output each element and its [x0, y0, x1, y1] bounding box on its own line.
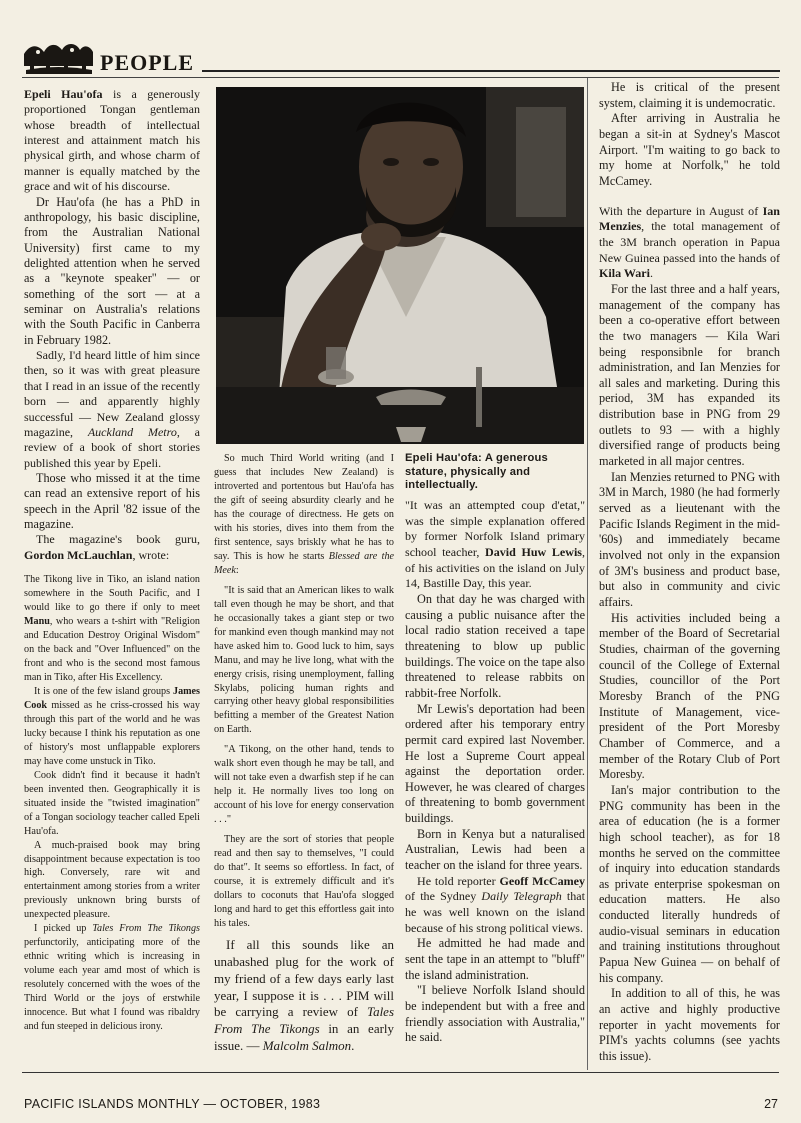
person-name: Epeli Hau'ofa: [24, 87, 103, 101]
paragraph-text: If all this sounds like an unabashed plug for the work of my friend of a few days early last year, I suppose it is . . . PIM will be carrying a review of: [214, 936, 394, 1020]
quote-paragraph: "It is said that an American likes to walk tall even though he may be short, and that he occasionally takes a giant step or two for mankind even though mankind may not have asked him to. Good luck to him, says Manu, and may he live long, what with the energy crisis, rising unemployment, falling Skylabs, policing human rights and carrying other heavy global responsibilities befitting a member of the Greatest Nation on Earth.: [214, 584, 394, 736]
paragraph-text: He told reporter: [417, 873, 500, 888]
quote-paragraph: [24, 922, 200, 1034]
paragraph: [405, 874, 585, 937]
header-rule: [202, 70, 780, 72]
paragraph-text: that he was well known on the island because of his strong political views.: [405, 889, 585, 935]
quote-paragraph: Cook didn't find it because it hadn't been invented then. Geographically it is situated inside the "twisted imagination" of a Tongan sociology teacher called Epeli Hau'ofa.: [24, 769, 200, 837]
book-title: Tales From The Tikongs: [92, 923, 200, 935]
quote-text: missed as he criss-crossed his way through this part of the world and he was lucky because I think his reputation as one of history's most unflappable explorers may have come unstuck in Tiko.: [24, 699, 200, 767]
paragraph: He admitted he had made and sent the tape in an attempt to "bluff" the island administration.: [405, 936, 585, 982]
person-name: James Cook: [24, 685, 200, 711]
top-divider: [22, 77, 779, 78]
quote-paragraph: [24, 573, 200, 685]
quote-text: The Tikong live in Tiko, an island nation somewhere in the South Pacific, and I would like to go there if only to meet: [24, 574, 200, 614]
paragraph: [214, 937, 394, 1055]
section-header: [22, 40, 779, 76]
column-divider: [587, 78, 588, 1070]
article-hauofa-column-1: [24, 87, 200, 1034]
paragraph: Mr Lewis's deportation had been ordered after his temporary entry permit card expired last November. He lost a Supreme Court appeal against the deportation order. However, he was cleared of charges of threatening to bomb government buildings.: [405, 701, 585, 826]
page-number: 27: [764, 1097, 778, 1111]
paragraph-text: , of his activities on the island on July 14, Bastille Day, this year.: [405, 544, 585, 591]
paragraph: Born in Kenya but a naturalised Australian, Lewis had been a teacher on the island for three years.: [405, 826, 585, 873]
paragraph-text: Sadly, I'd heard little of him since then, so it was with great pleasure that I read in an issue of the recently born — and apparently highly successful — New Zealand glossy magazine,: [24, 348, 200, 439]
article-body: [405, 498, 585, 1046]
person-name: David Huw Lewis: [485, 544, 582, 559]
paragraph: His activities included being a member of the Board of Secretarial Studies, chairman of the governing council of the College of External Studies, councillor of the Port Moresby Branch of the PNG Institute of Management, vice-president of the Port Moresby Chamber of Commerce, and a member of the Rotary Club of Port Moresby.: [599, 610, 780, 782]
quote-paragraph: A much-praised book may bring disappointment because expectation is too high. Conversely, rare wit and entertainment among stories from a writer previously unknown bring bursts of unexpected pleasure.: [24, 839, 200, 921]
paragraph: Ian Menzies returned to PNG with 3M in March, 1980 (he had formerly served as a lieutenant with the Pacific Islands Regiment in the mid-'60s) and immediately became involved not only in the expansion of 3M's business and product base, but also in community and civic affairs.: [599, 469, 780, 609]
paragraph-text: The magazine's book guru,: [36, 532, 200, 547]
paragraph: [599, 204, 780, 282]
person-name: Gordon McLauchlan: [24, 547, 133, 562]
spacer: [599, 190, 780, 204]
palm-trees-logo-icon: [22, 40, 94, 76]
paragraph-text: , the total management of the 3M branch operation in Papua New Guinea passed into the hands of: [599, 219, 780, 265]
book-title: Tales From The Tikongs: [214, 1004, 394, 1037]
photo-caption: Epeli Hau'ofa: A generous stature, physically and intellectually.: [405, 452, 548, 491]
footer-rule: [22, 1072, 779, 1073]
quote-text: So much Third World writing (and I guess that includes New Zealand) is introverted and portentous but Hau'ofa has the gift of seeing absurdity clearly and he has the courage of directness. He gets on with his stories, dives into them from the first sentence, says briskly what he has to say. This is how he starts: [214, 453, 394, 562]
quote-paragraph: They are the sort of stories that people read and then say to themselves, "I could do that". It seems so effortless. In fact, of course, it is extremely difficult and it's dollars to coconuts that Hau'ofa slogged long and hard to get this effortless gait into his tales.: [214, 834, 394, 929]
portrait-photo: [216, 87, 584, 444]
paragraph: He is critical of the present system, claiming it is undemocratic.: [599, 80, 780, 110]
review-quote-continued: [214, 452, 394, 931]
quote-text: It is one of the few island groups: [34, 685, 173, 697]
quote-text: perfunctorily, anticipating more of the ethnic writing which is increasing in volume each year amd most of which is resolutely concerned with the woes of the Third World or the joys of erstwhile innocence. But what I found was ribaldry and fun steeped in delicious irony.: [24, 937, 200, 1033]
paragraph-text: .: [351, 1038, 355, 1054]
quote-paragraph: [24, 685, 200, 769]
story-title: Blessed are the Meek: [214, 550, 395, 576]
paragraph-text: .: [649, 266, 653, 281]
paragraph-text: in an early issue. —: [214, 1021, 395, 1054]
paragraph-text: , wrote:: [132, 547, 170, 562]
spacer: [24, 563, 200, 573]
paragraph-text: "It was an attempted coup d'etat," was the simple explanation offered by former Norfolk Island primary school teacher,: [405, 498, 585, 559]
person-name: Kila Wari: [599, 266, 650, 281]
publication-footer: PACIFIC ISLANDS MONTHLY — OCTOBER, 1983: [24, 1097, 321, 1111]
magazine-title: Auckland Metro: [87, 424, 177, 439]
paragraph: "I believe Norfolk Island should be independent but with a free and friendly association with Australia," he said.: [405, 983, 585, 1045]
paragraph: [24, 532, 200, 563]
paragraph: In addition to all of this, he was an active and highly productive reporter in yacht movements for PIM's yachts columns (see yachts this issue).: [599, 986, 780, 1064]
portrait-photo-image: [216, 87, 584, 444]
paragraph-text: of the Sydney: [405, 889, 482, 904]
person-name: Geoff McCamey: [499, 873, 585, 888]
quote-text: :: [235, 564, 239, 576]
paragraph: [24, 348, 200, 471]
quote-paragraph: "A Tikong, on the other hand, tends to walk short even though he may be tall, and will not take even a dwarfish step if he can help it. He normally lives too long on account of his love for energy conservation . . .": [214, 744, 394, 826]
section-title: PEOPLE: [100, 50, 195, 75]
paragraph: On that day he was charged with causing a public nuisance after the local radio station received a tape threatening to blow up public buildings. The voice on the tape also threatened to release rabbits on rabbit-free Norfolk.: [405, 591, 585, 700]
paragraph-text: With the departure in August of: [599, 203, 763, 218]
paragraph: Those who missed it at the time can read an extensive report of his speech in the April '82 issue of the magazine.: [24, 470, 200, 532]
paragraph-text: , a review of a book of short stories published this year by Epeli.: [24, 424, 200, 470]
paragraph-text: is a generously proportioned Tongan gentleman whose breadth of intellectual interest and attainment match his physical girth, and whose charm of manner is equally matched by the grace and wit of his discourse.: [24, 87, 200, 194]
person-name: Manu: [24, 616, 50, 628]
paragraph: Dr Hau'ofa (he has a PhD in anthropology, his basic discipline, from the Australian National University) first came to my delighted attention when he served as a "keynote speaker" — or something of the sort — at a seminar on Australia's relations with the South Pacific in Canberra in February 1982.: [24, 194, 200, 347]
paragraph: [405, 498, 585, 592]
closing-paragraph: [214, 937, 394, 1055]
paragraph: Ian's major contribution to the PNG community has been in the area of education (he is a former high school teacher), as for 18 months he served on the committee of inquiry into education standards as private enterprise spokesman on education matters. He also conducted literally hundreds of audio-visual seminars in education and training institutions throughout Papua New Guinea — on behalf of his company.: [599, 782, 780, 985]
person-name: Ian Menzies: [599, 203, 780, 234]
author-byline: Malcolm Salmon: [262, 1038, 352, 1054]
quote-text: I picked up: [34, 923, 93, 935]
paragraph: [24, 87, 200, 195]
review-quote: [24, 573, 200, 1034]
paragraph: After arriving in Australia he began a sit-in at Sydney's Mascot Airport. "I'm waiting to go back to my home at Norfolk," he told McCamey.: [599, 111, 780, 188]
quote-paragraph: [214, 452, 394, 578]
article-lewis-column: [405, 498, 585, 1046]
quote-text: , who wears a t-shirt with "Religion and Education Destroy Original Wisdom" on the back and "Over Influenced" on the front and who is the second most famous man in Tiko, after His Excellency.: [24, 616, 200, 683]
article-hauofa-column-2: [214, 452, 394, 1055]
article-menzies-column: [599, 80, 780, 1065]
paragraph: For the last three and a half years, management of the company has been a co-operative effort between the two managers — Kila Wari being responsibnle for branch administration, and Ian Menzies for all sales and marketing. During this period, 3M has expanded its distribution base in PNG from 29 outlets to 93 — with a highly diversified range of products being marketed in all major centres.: [599, 281, 780, 469]
newspaper-title: Daily Telegraph: [481, 889, 562, 904]
article-body: [599, 80, 780, 1065]
